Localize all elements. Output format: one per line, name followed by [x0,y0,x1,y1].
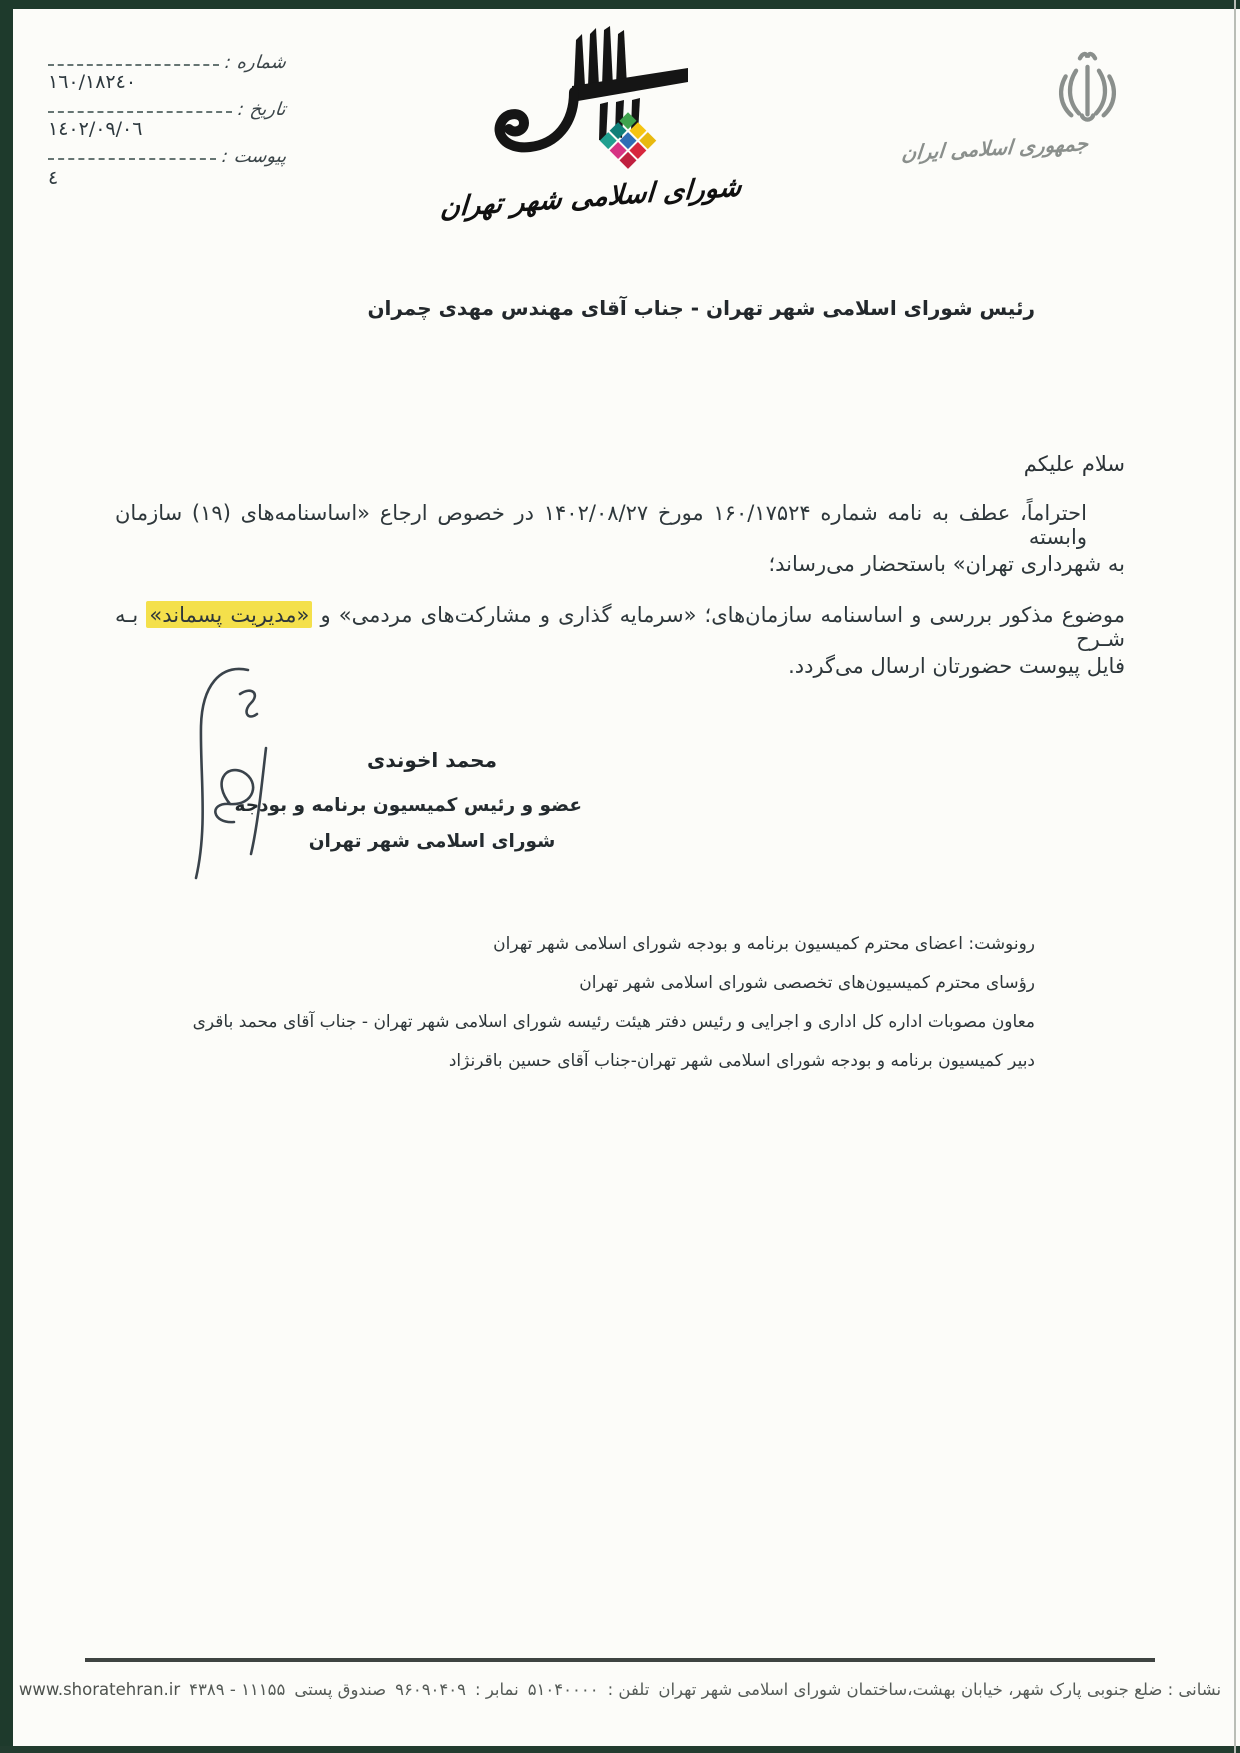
number-value: ١٦٠/١٨٢٤٠ [48,71,137,93]
iran-emblem-icon [1040,46,1135,141]
number-label: شماره : [224,52,288,73]
cc-line: معاون مصوبات اداره کل اداری و اجرایی و رئیس دفتر هیئت رئیسه شورای اسلامی شهر تهران - جناب آقای محمد باقری [192,1012,1035,1032]
highlighted-phrase: «مدیریت پسماند» [146,601,312,628]
footer-fax-label: نمابر : [475,1680,519,1699]
attachment-label: پيوست : [220,146,288,167]
scan-edge-top [0,0,1240,9]
scan-edge-left [0,0,13,1753]
signer-role-1: عضو و رئیس کمیسیون برنامه و بودجه [234,795,582,816]
date-value: ١٤٠٢/٠٩/٠٦ [48,118,143,140]
meta-row-number [48,52,286,73]
footer-website: www.shoratehran.ir [18,1680,181,1699]
date-label: تاريخ : [237,99,288,120]
cc-list [193,925,1035,1081]
scan-edge-bottom [0,1746,1240,1753]
attachment-dash-line [48,158,216,160]
footer-address: نشانی : ضلع جنوبی پارک شهر، خیابان بهشت،ساختمان شورای اسلامی شهر تهران [658,1680,1222,1699]
number-dash-line [48,64,219,66]
signer-name: محمد اخوندی [367,748,497,772]
body-line-4: فایل پیوست حضورتان ارسال می‌گردد. [788,654,1125,678]
recipient-line: رئیس شورای اسلامی شهر تهران - جناب آقای مهندس مهدی چمران [367,296,1035,320]
footer-pobox: ۴۳۸۹ - ۱۱۱۵۵ [189,1680,286,1699]
signature-block [234,748,582,860]
salutation: سلام علیکم [1023,452,1125,476]
tehran-council-logo [439,26,743,224]
meta-row-attachment [48,146,286,167]
date-dash-line [48,111,232,113]
footer-divider [85,1658,1155,1662]
cc-line: رؤسای محترم کمیسیون‌های تخصصی شورای اسلامی شهر تهران [579,973,1035,993]
attachment-value: ٤ [48,167,59,189]
body-line-1: احتراماً، عطف به نامه شماره ۱۶۰/۱۷۵۲۴ مورخ ۱۴۰۲/۰۸/۲۷ در خصوص ارجاع «اساسنامه‌های (۱۹) سازمان وابسته [115,501,1087,549]
footer-fax: ۹۶۰۹۰۴۰۹ [395,1680,467,1699]
scan-edge-right [1234,0,1236,1753]
letterhead-meta [48,52,286,195]
footer [18,1680,1222,1699]
footer-phone: ۵۱۰۴۰۰۰۰ [527,1680,599,1699]
cc-line: رونوشت: اعضای محترم کمیسیون برنامه و بودجه شورای اسلامی شهر تهران [493,934,1035,954]
footer-phone-label: تلفن : [607,1680,650,1699]
signer-role-2: شورای اسلامی شهر تهران [308,831,556,852]
council-logo-caption: شورای اسلامی شهر تهران [439,171,743,224]
tehran-council-logo-icon [450,26,730,176]
body-line-3-post: بـه شـرح [115,603,1125,651]
meta-row-date [48,99,286,120]
body-line-3 [115,603,1125,651]
cc-line: دبیر کمیسیون برنامه و بودجه شورای اسلامی شهر تهران-جناب آقای حسین باقرنژاد [448,1051,1035,1071]
footer-pobox-label: صندوق پستی [294,1680,387,1699]
body-line-2: به شهرداری تهران» باستحضار می‌رساند؛ [768,552,1125,576]
emblem-caption: جمهوری اسلامی ایران [900,131,1090,165]
body-line-3-pre: موضوع مذکور بررسی و اساسنامه سازمان‌های؛ «سرمایه گذاری و مشارکت‌های مردمی» و [312,603,1126,627]
